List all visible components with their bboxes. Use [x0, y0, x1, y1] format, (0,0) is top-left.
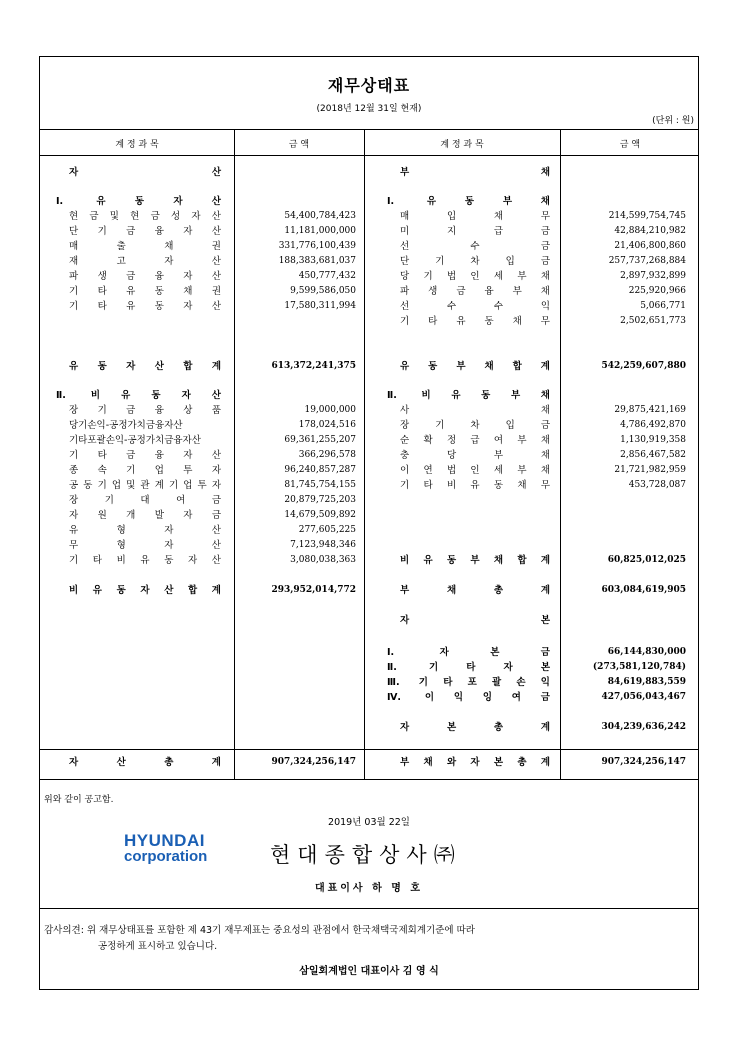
right-account-label: 사 채 [400, 405, 550, 416]
left-account-label: 기타포괄손익-공정가치금융자산 [69, 435, 201, 446]
audit-line-2: 공정하게 표시하고 있습니다. [98, 941, 218, 952]
left-amount-value: 14,679,509,892 [284, 510, 356, 520]
left-amount-value: 178,024,516 [298, 420, 356, 430]
right-amount-value: 84,619,883,559 [607, 677, 686, 687]
right-account-label: 당 기 법 인 세 부 채 [400, 271, 550, 282]
right-amount-value: (273,581,120,784) [592, 662, 686, 672]
company-logo [124, 833, 207, 865]
left-account-label: 장 기 대 여 금 [69, 495, 221, 506]
left-account-label: 파 생 금 융 자 산 [69, 271, 221, 282]
left-account-label: 비 유 동 자 산 합 계 [69, 585, 221, 596]
left-amount-value: 188,383,681,037 [278, 256, 356, 266]
header-top-line [40, 129, 698, 130]
right-account-label: 부 채 와 자 본 총 계 [400, 757, 550, 768]
left-amount-value: 277,605,225 [298, 525, 356, 535]
col-line-3 [560, 129, 561, 779]
left-account-label: 자 원 개 발 자 금 [69, 510, 221, 521]
left-account-label: Ⅱ. 비 유 동 자 산 [56, 390, 221, 401]
right-amount-value: 2,856,467,582 [620, 450, 686, 460]
left-account-label: 매 출 채 권 [69, 241, 221, 252]
right-amount-value: 1,130,919,358 [620, 435, 686, 445]
right-account-header: 계 정 과 목 [440, 139, 484, 150]
col-line-2 [364, 129, 365, 779]
left-amount-value: 69,361,255,207 [284, 435, 356, 445]
left-amount-value: 3,080,038,363 [290, 555, 356, 565]
right-account-label: 부 채 [400, 167, 550, 178]
right-amount-value: 603,084,619,905 [601, 585, 686, 595]
logo-line-1: HYUNDAI [124, 831, 205, 850]
right-account-label: 파 생 금 융 부 채 [400, 286, 550, 297]
notice-text: 위와 같이 공고함. [44, 795, 114, 805]
total-bottom-line [40, 779, 698, 780]
right-amount-value: 304,239,636,242 [601, 722, 686, 732]
right-account-label: 이 연 법 인 세 부 채 [400, 465, 550, 476]
left-amount-value: 450,777,432 [298, 271, 356, 281]
right-account-label: 장 기 차 입 금 [400, 420, 550, 431]
left-account-label: Ⅰ. 유 동 자 산 [56, 196, 221, 207]
right-account-label: 단 기 차 입 금 [400, 256, 550, 267]
right-amount-value: 214,599,754,745 [608, 211, 686, 221]
left-account-label: 단 기 금 융 자 산 [69, 226, 221, 237]
right-account-label: 비 유 동 부 채 합 계 [400, 555, 550, 566]
statement-frame [39, 56, 699, 990]
left-account-label: 유 동 자 산 합 계 [69, 361, 221, 372]
right-account-label: 자 본 총 계 [400, 722, 550, 733]
left-amount-value: 293,952,014,772 [271, 585, 356, 595]
left-account-label: 자 산 총 계 [69, 757, 221, 768]
right-amount-value: 60,825,012,025 [607, 555, 686, 565]
left-amount-value: 81,745,754,155 [284, 480, 356, 490]
left-amount-value: 7,123,948,346 [290, 540, 356, 550]
right-amount-value: 257,737,268,884 [608, 256, 686, 266]
left-account-label: 재 고 자 산 [69, 256, 221, 267]
right-account-label: Ⅰ. 유 동 부 채 [387, 196, 550, 207]
left-account-label: 공 동 기 업 및 관 계 기 업 투 자 [69, 480, 221, 491]
col-line-1 [234, 129, 235, 779]
left-amount-value: 907,324,256,147 [271, 757, 356, 767]
right-account-label: 기 타 비 유 동 채 무 [400, 480, 550, 491]
as-of-date: (2018년 12월 31일 현재) [316, 104, 422, 114]
right-account-label: 선 수 수 익 [400, 301, 550, 312]
right-amount-value: 907,324,256,147 [601, 757, 686, 767]
notice-date: 2019년 03월 22일 [328, 817, 410, 828]
left-amount-value: 9,599,586,050 [290, 286, 356, 296]
unit-label: (단위 : 원) [652, 116, 694, 126]
auditor-name: 삼일회계법인 대표이사 김 영 식 [299, 966, 439, 977]
left-account-label: 유 형 자 산 [69, 525, 221, 536]
left-account-label: 현 금 및 현 금 성 자 산 [69, 211, 221, 222]
right-account-label: 매 입 채 무 [400, 211, 550, 222]
left-account-label: 당기손익-공정가치금융자산 [69, 420, 183, 431]
header-bottom-line [40, 155, 698, 156]
right-amount-value: 453,728,087 [628, 480, 686, 490]
right-account-label: Ⅲ. 기 타 포 괄 손 익 [387, 677, 550, 688]
audit-line-1: 감사의견: 위 재무상태표를 포함한 제 43기 재무제표는 중요성의 관점에서 한국채택국제회계기준에 따라 [44, 925, 475, 936]
right-amount-value: 427,056,043,467 [601, 692, 686, 702]
logo-line-2: corporation [124, 848, 208, 865]
right-amount-header: 금 액 [619, 139, 641, 150]
audit-separator-line [40, 908, 698, 909]
left-amount-value: 366,296,578 [298, 450, 356, 460]
right-account-label: 선 수 금 [400, 241, 550, 252]
right-amount-value: 2,502,651,773 [620, 316, 686, 326]
total-top-line [40, 749, 698, 750]
right-account-label: Ⅰ. 자 본 금 [387, 647, 550, 658]
right-amount-value: 21,406,800,860 [614, 241, 686, 251]
right-amount-value: 542,259,607,880 [601, 361, 686, 371]
right-account-label: 유 동 부 채 합 계 [400, 361, 550, 372]
statement-title: 재무상태표 [327, 76, 411, 95]
right-amount-value: 66,144,830,000 [607, 647, 686, 657]
left-account-label: 자 산 [69, 167, 221, 178]
right-account-label: 부 채 총 계 [400, 585, 550, 596]
right-account-label: 미 지 급 금 [400, 226, 550, 237]
left-amount-value: 613,372,241,375 [271, 361, 356, 371]
left-amount-value: 17,580,311,994 [284, 301, 356, 311]
left-amount-value: 19,000,000 [304, 405, 356, 415]
left-account-label: 기 타 유 동 채 권 [69, 286, 221, 297]
left-account-label: 기 타 금 융 자 산 [69, 450, 221, 461]
right-account-label: 순 확 정 급 여 부 채 [400, 435, 550, 446]
right-amount-value: 42,884,210,982 [614, 226, 686, 236]
right-account-label: Ⅱ. 비 유 동 부 채 [387, 390, 550, 401]
ceo-name: 대표이사 하 명 호 [314, 883, 424, 894]
right-amount-value: 5,066,771 [640, 301, 686, 311]
right-account-label: Ⅳ. 이 익 잉 여 금 [387, 692, 550, 703]
left-amount-value: 20,879,725,203 [284, 495, 356, 505]
left-amount-value: 331,776,100,439 [278, 241, 356, 251]
left-account-label: 종 속 기 업 투 자 [69, 465, 221, 476]
right-account-label: Ⅱ. 기 타 자 본 [387, 662, 550, 673]
left-amount-value: 96,240,857,287 [284, 465, 356, 475]
left-amount-header: 금 액 [288, 139, 310, 150]
audit-opinion [44, 923, 475, 955]
left-account-label: 장 기 금 융 상 품 [69, 405, 221, 416]
left-account-label: 기 타 비 유 동 자 산 [69, 555, 221, 566]
right-account-label: 자 본 [400, 615, 550, 626]
right-account-label: 충 당 부 채 [400, 450, 550, 461]
left-account-label: 무 형 자 산 [69, 540, 221, 551]
company-name: 현대종합상사㈜ [270, 843, 462, 867]
right-amount-value: 21,721,982,959 [614, 465, 686, 475]
left-amount-value: 54,400,784,423 [284, 211, 356, 221]
right-amount-value: 29,875,421,169 [614, 405, 686, 415]
right-amount-value: 225,920,966 [628, 286, 686, 296]
left-account-label: 기 타 유 동 자 산 [69, 301, 221, 312]
right-account-label: 기 타 유 동 채 무 [400, 316, 550, 327]
right-amount-value: 2,897,932,899 [620, 271, 686, 281]
left-amount-value: 11,181,000,000 [284, 226, 356, 236]
right-amount-value: 4,786,492,870 [620, 420, 686, 430]
left-account-header: 계 정 과 목 [115, 139, 159, 150]
